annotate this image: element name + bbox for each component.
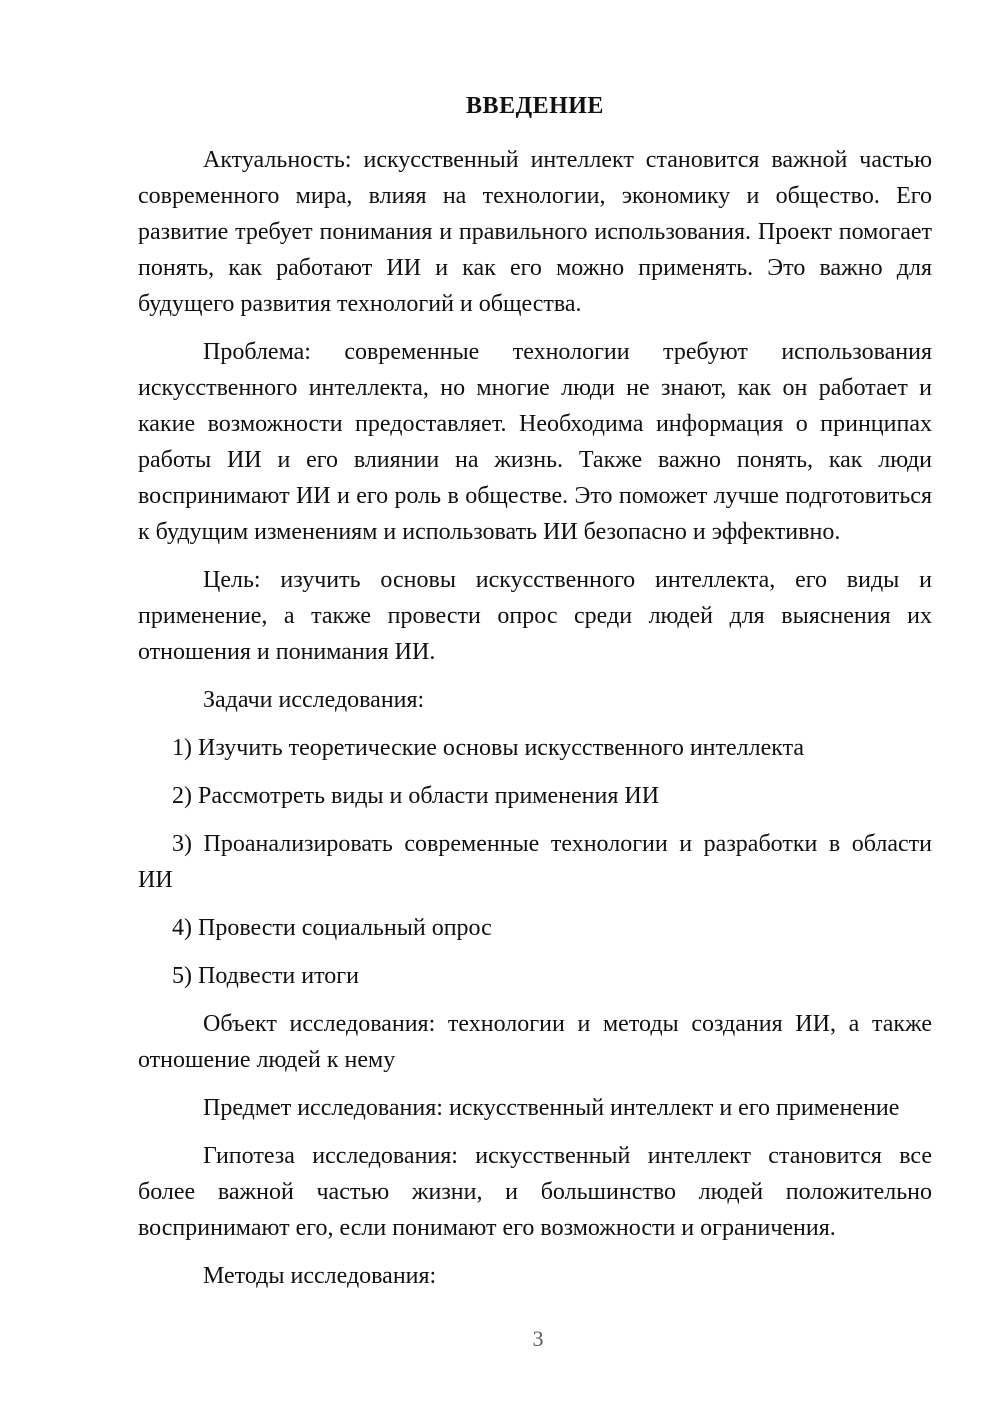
paragraph-relevance: Актуальность: искусственный интеллект становится важной частью современного мира, влияя на технологии, экономику и общество. Его развитие требует понимания и правильного использования. Проект помогает понять, как работают ИИ и как его можно применять. Это важно для будущего развития технологий и общества.: [138, 147, 932, 317]
list-item: 3) Проанализировать современные технологии и разработки в области ИИ: [138, 831, 932, 893]
list-item: 2) Рассмотреть виды и области применения ИИ: [172, 783, 660, 809]
page-title: ВВЕДЕНИЕ: [466, 93, 604, 119]
list-item: 4) Провести социальный опрос: [172, 915, 492, 941]
paragraph-subject: Предмет исследования: искусственный интеллект и его применение: [203, 1095, 900, 1121]
methods-heading: Методы исследования:: [203, 1263, 437, 1289]
paragraph-goal: Цель: изучить основы искусственного интеллекта, его виды и применение, а также провести опрос среди людей для выяснения их отношения и понимания ИИ.: [138, 567, 932, 665]
list-item: 1) Изучить теоретические основы искусственного интеллекта: [172, 735, 805, 761]
paragraph-problem: Проблема: современные технологии требуют использования искусственного интеллекта, но многие люди не знают, как он работает и какие возможности предоставляет. Необходима информация о принципах работы ИИ и его влиянии на жизнь. Также важно понять, как люди воспринимают ИИ и его роль в обществе. Это поможет лучше подготовиться к будущим изменениям и использовать ИИ безопасно и эффективно.: [138, 339, 932, 545]
paragraph-object: Объект исследования: технологии и методы создания ИИ, а также отношение людей к нему: [138, 1011, 932, 1073]
tasks-heading: Задачи исследования:: [203, 687, 425, 713]
list-item: 5) Подвести итоги: [172, 963, 359, 989]
page-content: [138, 88, 932, 1306]
paragraph-hypothesis: Гипотеза исследования: искусственный интеллект становится все более важной частью жизни, и большинство людей положительно воспринимают его, если понимают его возможности и ограничения.: [138, 1143, 932, 1241]
page-number: 3: [532, 1326, 544, 1351]
